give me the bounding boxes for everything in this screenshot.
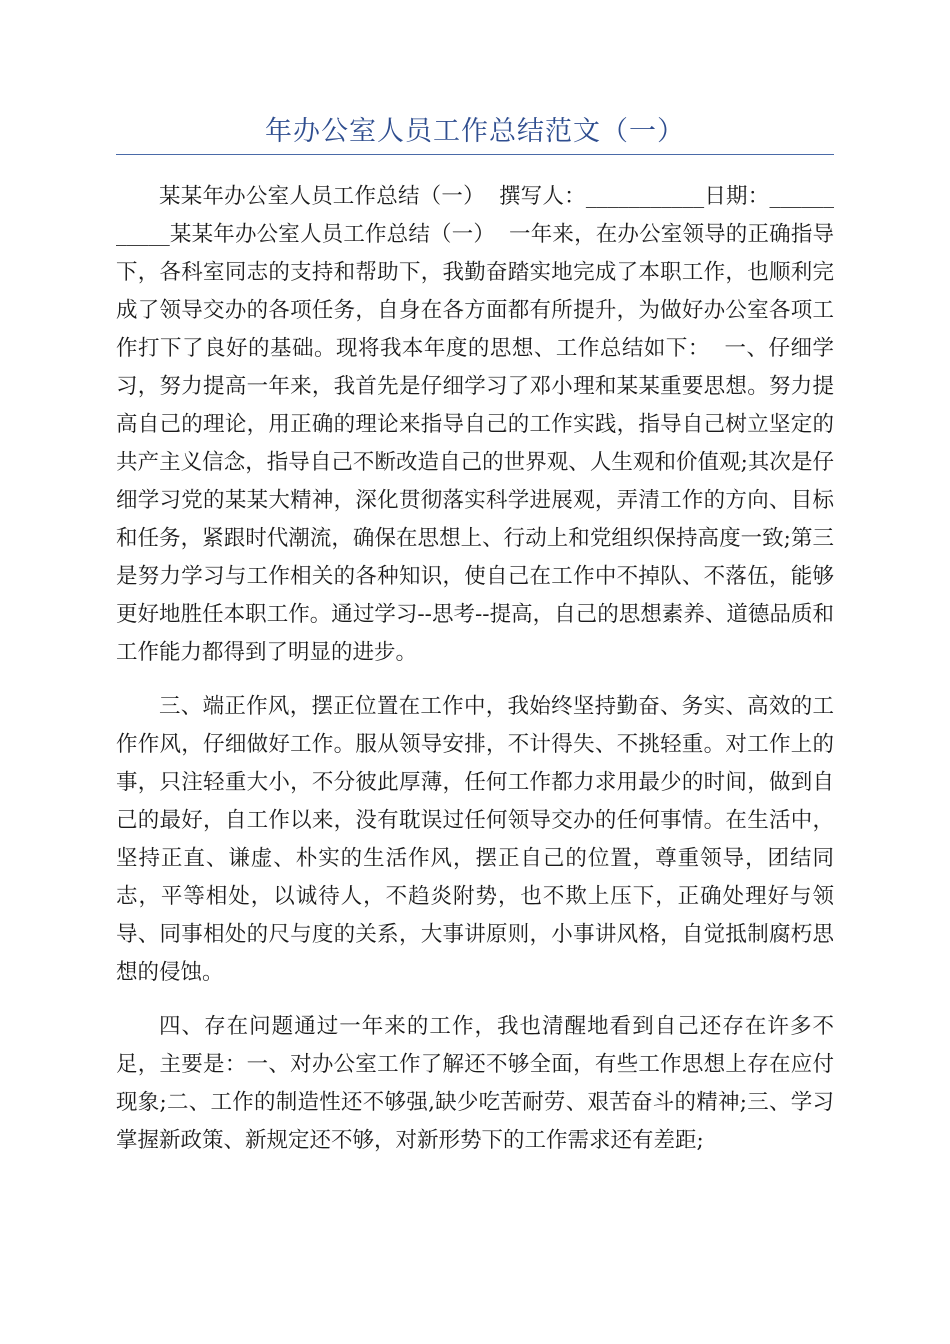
paragraph-section-four: 四、存在问题通过一年来的工作，我也清醒地看到自己还存在许多不足，主要是：一、对办公室工作了解还不够全面，有些工作思想上存在应付现象;二、工作的制造性还不够强,缺少吃苦耐劳、艰苦奋斗的精神;三、学习掌握新政策、新规定还不够，对新形势下的工作需求还有差距; (116, 1014, 834, 1153)
title-underline (116, 154, 834, 155)
paragraph-intro: 某某年办公室人员工作总结（一） 撰写人：___________日期：___________某某年办公室人员工作总结（一） 一年来，在办公室领导的正确指导下，各科室同志的支持和帮助下，我勤奋踏实地完成了本职工作，也顺利完成了领导交办的各项任务，自身在各方面都有所提升，为做好办公室各项工作打下了良好的基础。现将我本年度的思想、工作总结如下： 一、仔细学习，努力提高一年来，我首先是仔细学习了邓小理和某某重要思想。努力提高自己的理论，用正确的理论来指导自己的工作实践，指导自己树立坚定的共产主义信念，指导自己不断改造自己的世界观、人生观和价值观;其次是仔细学习党的某某大精神，深化贯彻落实科学进展观，弄清工作的方向、目标和任务，紧跟时代潮流，确保在思想上、行动上和党组织保持高度一致;第三是努力学习与工作相关的各种知识，使自己在工作中不掉队、不落伍，能够更好地胜任本职工作。通过学习--思考--提高，自己的思想素养、道德品质和工作能力都得到了明显的进步。 (116, 184, 834, 665)
document-body (116, 178, 834, 1176)
paragraph-section-three: 三、端正作风，摆正位置在工作中，我始终坚持勤奋、务实、高效的工作作风，仔细做好工作。服从领导安排，不计得失、不挑轻重。对工作上的事，只注轻重大小，不分彼此厚薄，任何工作都力求用最少的时间，做到自己的最好，自工作以来，没有耽误过任何领导交办的任何事情。在生活中，坚持正直、谦虚、朴实的生活作风，摆正自己的位置，尊重领导，团结同志，平等相处，以诚待人，不趋炎附势，也不欺上压下，正确处理好与领导、同事相处的尺与度的关系，大事讲原则，小事讲风格，自觉抵制腐朽思想的侵蚀。 (116, 694, 834, 985)
document-title: 年办公室人员工作总结范文（一） (265, 116, 685, 147)
